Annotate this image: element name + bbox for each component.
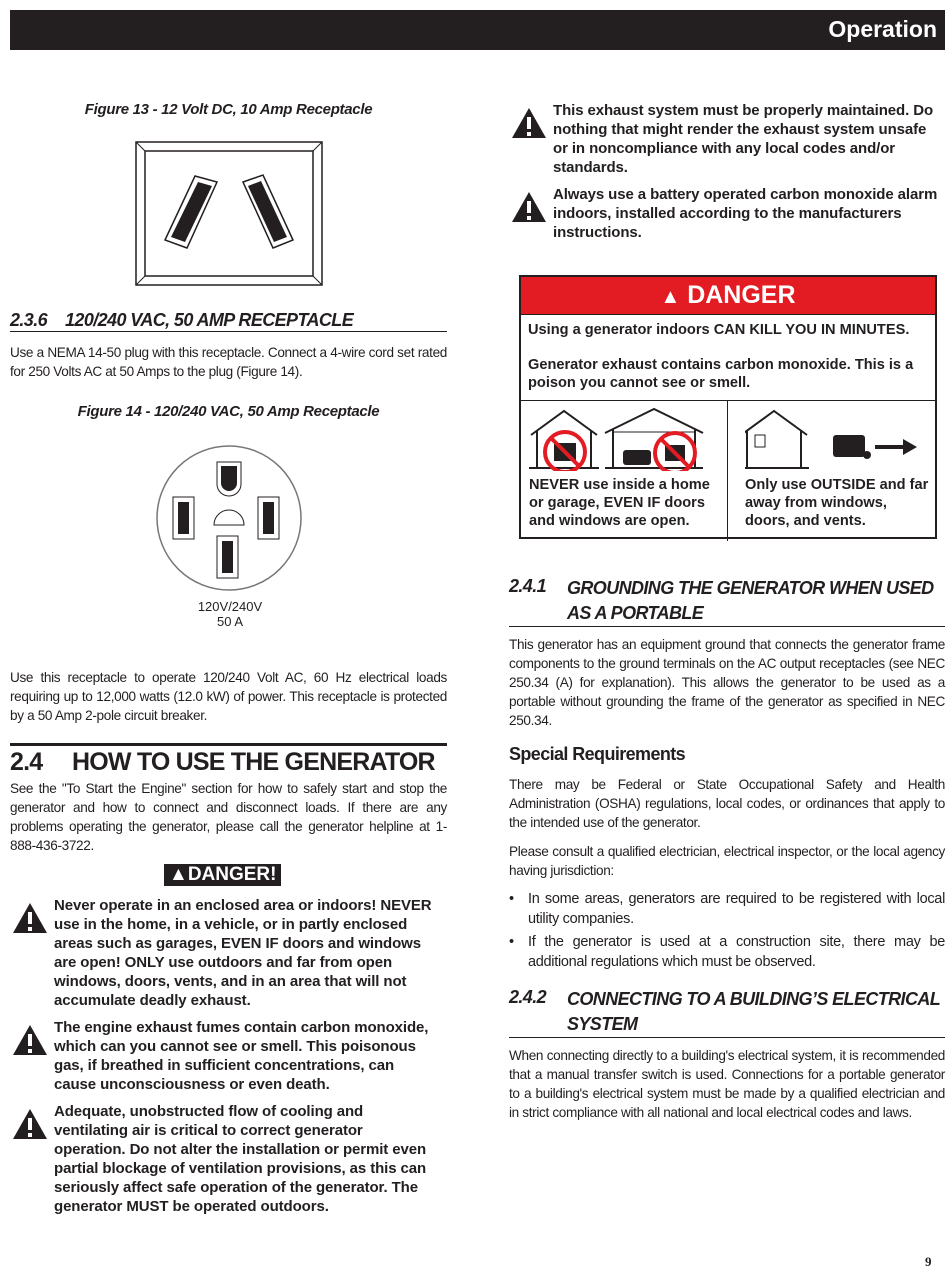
section-2-4-heading: 2.4 HOW TO USE THE GENERATOR <box>10 743 447 777</box>
section-2-4-2-body: When connecting directly to a building's electrical system, it is recommended that a manual transfer switch is used. Connections for a portable generator to a building's electrical system must be made by a qualified electrician and in strict compliance with all national and local electrical codes and laws. <box>509 1048 945 1120</box>
danger-sign <box>519 275 937 539</box>
warning-triangle-icon <box>12 902 48 934</box>
warning-item: Never operate in an enclosed area or indoors! NEVER use in the home, in a vehicle, or in partly enclosed areas such as garages, EVEN IF doors and windows are open! ONLY use outdoors and far from open windows, doors, vents, and in an area that will not accumulate deadly exhaust. <box>12 896 437 1010</box>
outside-only-text: Only use OUTSIDE and far away from windows, doors, and vents. <box>745 477 929 529</box>
warning-triangle-icon <box>12 1024 48 1056</box>
warning-item: Adequate, unobstructed flow of cooling and ventilating air is critical to correct generator operation. Do not alter the installation or permit even partial blockage of ventilation provisions, as this can seriously affect safe operation of the generator. The generator MUST be operated outdoors. <box>12 1102 437 1216</box>
danger-line-1: Using a generator indoors CAN KILL YOU IN MINUTES. <box>528 322 910 338</box>
page-number: 9 <box>925 1254 932 1269</box>
special-requirements-p2: Please consult a qualified electrician, electrical inspector, or the local agency having jurisdiction: <box>509 844 945 878</box>
warning-item: Always use a battery operated carbon monoxide alarm indoors, installed according to the manufacturers instructions. <box>511 185 941 242</box>
section-2-3-6-body: Use a NEMA 14-50 plug with this receptacle. Connect a 4-wire cord set rated for 250 Volts AC at 50 Amps to the plug (Figure 14). <box>10 345 447 379</box>
section-2-4-body: See the "To Start the Engine" section for how to safely start and stop the generator and how to connect and disconnect loads. If there are any problems operating the generator, please call the generator helpline at 1-888-436-3722. <box>10 781 447 853</box>
danger-line-2: Generator exhaust contains carbon monoxide. This is a poison you cannot see or smell. <box>528 357 914 391</box>
figure-14-amp-label: 50 A <box>216 614 244 629</box>
danger-sign-header: ▲ DANGER <box>521 277 935 315</box>
section-2-4-1-heading: 2.4.1 GROUNDING THE GENERATOR WHEN USED AS A PORTABLE <box>509 576 945 627</box>
section-title: Operation <box>828 16 937 42</box>
bullet-item: • In some areas, generators are required to be registered with local utility companies. <box>509 891 945 927</box>
figure-13-caption: Figure 13 - 12 Volt DC, 10 Amp Receptacle <box>84 101 373 118</box>
section-header-bar <box>10 10 945 50</box>
no-indoor-use-icon <box>529 405 719 471</box>
section-2-4-2-heading: 2.4.2 CONNECTING TO A BUILDING’S ELECTRICAL SYSTEM <box>509 987 945 1038</box>
warning-item: The engine exhaust fumes contain carbon monoxide, which can you cannot see or smell. This poisonous gas, if breathed in sufficient concentrations, can cause unconsciousness or even death. <box>12 1018 437 1094</box>
never-indoors-text: NEVER use inside a home or garage, EVEN IF doors and windows are open. <box>529 477 710 529</box>
section-2-4-1-body: This generator has an equipment ground that connects the generator frame components to the ground terminals on the AC output receptacles (see NEC 250.34 (A) for explanation). This allows the generator to be used as a portable without grounding the frame of the generator as specified in NEC 250.34. <box>509 637 945 728</box>
warning-triangle-icon <box>12 1108 48 1140</box>
use-outside-icon <box>745 405 930 471</box>
warning-item: This exhaust system must be properly maintained. Do nothing that might render the exhaust system unsafe or in noncompliance with any local codes and/or standards. <box>511 101 941 177</box>
12v-receptacle-figure <box>135 141 323 286</box>
danger-label: ▲DANGER! <box>164 864 281 886</box>
figure-14-voltage-label: 120V/240V <box>197 599 263 614</box>
figure-14-caption: Figure 14 - 120/240 VAC, 50 Amp Receptacle <box>77 403 380 420</box>
special-requirements-heading: Special Requirements <box>509 744 686 764</box>
bullet-item: • If the generator is used at a construction site, there may be additional regulations which must be observed. <box>509 934 945 970</box>
special-requirements-p1: There may be Federal or State Occupational Safety and Health Administration (OSHA) regulations, local codes, or ordinances that apply to the intended use of the generator. <box>509 777 945 830</box>
warning-triangle-icon <box>511 191 547 223</box>
50a-receptacle-figure <box>155 445 305 595</box>
section-2-3-6-heading: 2.3.6 120/240 VAC, 50 AMP RECEPTACLE <box>10 310 447 332</box>
warning-triangle-icon <box>511 107 547 139</box>
receptacle-paragraph: Use this receptacle to operate 120/240 Volt AC, 60 Hz electrical loads requiring up to 12,000 watts (12.0 kW) of power. This receptacle is protected by a 50 Amp 2-pole circuit breaker. <box>10 670 447 723</box>
